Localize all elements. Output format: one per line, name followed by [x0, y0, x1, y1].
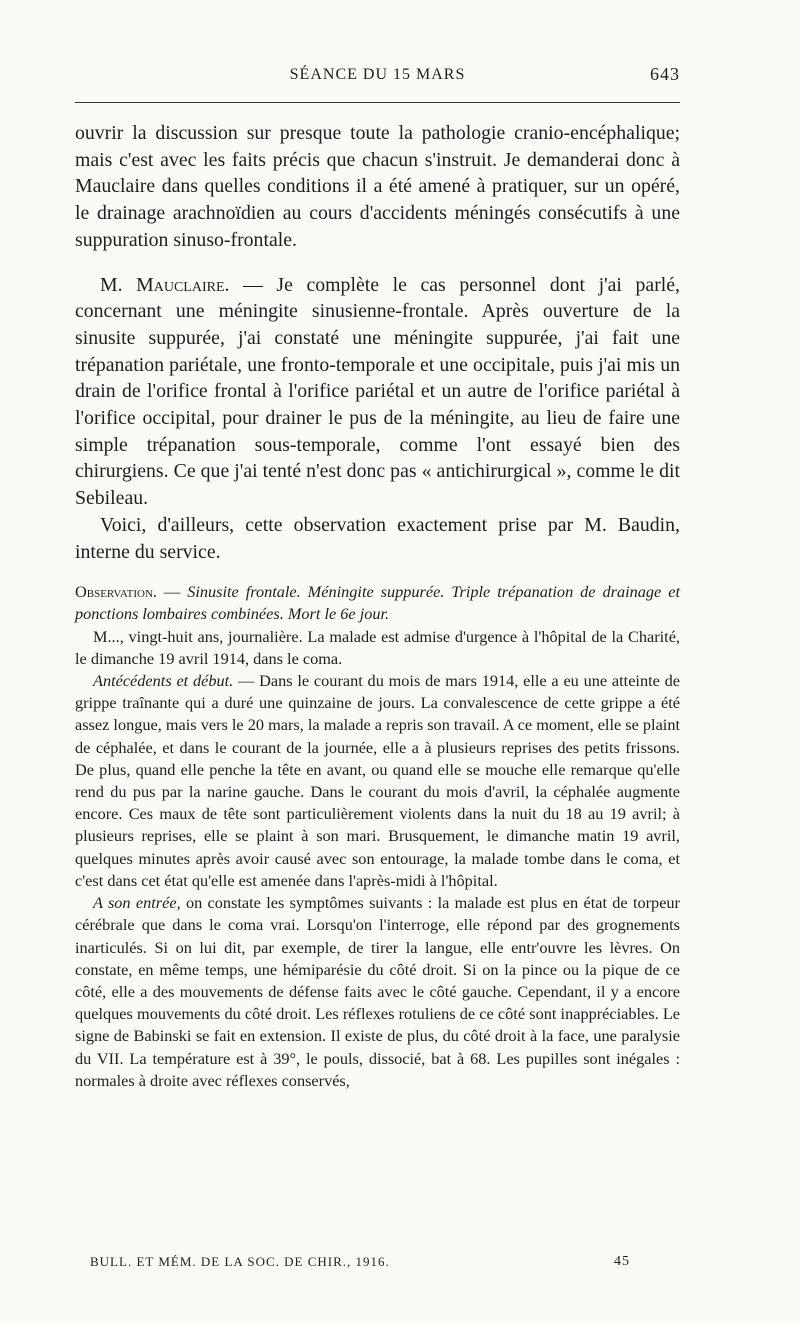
- signature-number: 45: [614, 1254, 630, 1269]
- observation-paragraph-3-body: on constate les symptômes suivants : la malade est plus en état de torpeur cérébrale que dans le coma vrai. Lorsqu'on l'interroge, elle répond par des grognements inarticulés. Si on lui dit, par exemple, de tirer la langue, elle entr'ouvre les lèvres. On constate, en même temps, une hémiparésie du côté droit. Si on la pince ou la pique de ce côté, elle a des mouvements de défense faits avec le côté gauche. Cependant, il y a encore quelques mouvements du côté droit. Les réflexes rotuliens de ce côté sont inappréciables. Le signe de Babinski se fait en extension. Il existe de plus, du côté droit à la face, une paralysie du VII. La température est à 39°, le pouls, dissocié, bat à 68. Les pupilles sont inégales : normales à droite avec réflexes conservés,: [75, 893, 680, 1090]
- observation-label: Observation.: [75, 582, 157, 602]
- paragraph-1: ouvrir la discussion sur presque toute la pathologie cranio-encéphalique; mais c'est avec les faits précis que chacun s'instruit. Je demanderai donc à Mauclaire dans quelles conditions il a été amené à pratiquer, sur un opéré, le drainage arachnoïdien au cours d'accidents méningés consécutifs à une suppuration sinuso-frontale.: [75, 122, 680, 251]
- body-text: [75, 120, 680, 1092]
- header-rule: [75, 102, 680, 103]
- observation-paragraph-3: [75, 892, 680, 1092]
- journal-citation: BULL. ET MÉM. DE LA SOC. DE CHIR., 1916.: [90, 1254, 390, 1269]
- paragraph-gap: [75, 254, 680, 272]
- observation-paragraph-2: [75, 670, 680, 892]
- speaker-name: Mauclaire.: [136, 273, 230, 296]
- paragraph-3: Voici, d'ailleurs, cette observation exactement prise par M. Baudin, interne du service.: [75, 513, 680, 563]
- observation-title: Sinusite frontale. Méningite suppurée. Triple trépanation de drainage et ponctions lombaires combinées. Mort le 6e jour.: [75, 582, 680, 624]
- observation-lead-antecedents: Antécédents et début.: [93, 671, 234, 691]
- speaker-prefix: M.: [100, 273, 137, 296]
- observation-lead-entree: A son entrée,: [93, 893, 181, 913]
- running-head: [75, 62, 680, 90]
- page-title: SÉANCE DU 15 MARS: [289, 66, 466, 83]
- paragraph-2-body: — Je complète le cas personnel dont j'ai parlé, concernant une méningite sinusienne-frontale. Après ouverture de la sinusite suppurée, j'ai constaté une méningite suppurée, j'ai fait une trépanation pariétale, une fronto-temporale et une occipitale, puis j'ai mis un drain de l'orifice frontal à l'orifice pariétal et un autre de l'orifice pariétal à l'orifice occipital, pour drainer le pus de la méningite, au lieu de faire une simple trépanation sous-temporale, comme l'ont essayé bien des chirurgiens. Ce que j'ai tenté n'est donc pas « antichirurgical », comme le dit Sebileau.: [75, 273, 681, 510]
- observation-heading: [75, 581, 680, 625]
- paragraph-2: [75, 272, 680, 512]
- observation-dash: —: [156, 582, 188, 602]
- footer: [90, 1254, 630, 1274]
- observation-paragraph-1: M..., vingt-huit ans, journalière. La malade est admise d'urgence à l'hôpital de la Charité, le dimanche 19 avril 1914, dans le coma.: [75, 626, 680, 668]
- page-number: 643: [650, 64, 680, 84]
- observation-paragraph-2-body: — Dans le courant du mois de mars 1914, elle a eu une atteinte de grippe traînante qui a duré une quinzaine de jours. La convalescence de cette grippe a été assez longue, mais vers le 20 mars, la malade a repris son travail. A ce moment, elle se plaint de céphalée, et dans le courant de la journée, elle a à plusieurs reprises des petits frissons. De plus, quand elle penche la tête en avant, ou quand elle se mouche elle remarque qu'elle rend du pus par la narine gauche. Dans le courant du mois d'avril, la céphalée augmente encore. Ces maux de tête sont particulièrement violents dans la nuit du 18 au 19 avril; à plusieurs reprises, elle se plaint à son mari. Brusquement, le dimanche matin 19 avril, quelques minutes après avoir causé avec son entourage, la malade tombe dans le coma, et c'est dans cet état qu'elle est amenée dans l'après-midi à l'hôpital.: [75, 671, 680, 890]
